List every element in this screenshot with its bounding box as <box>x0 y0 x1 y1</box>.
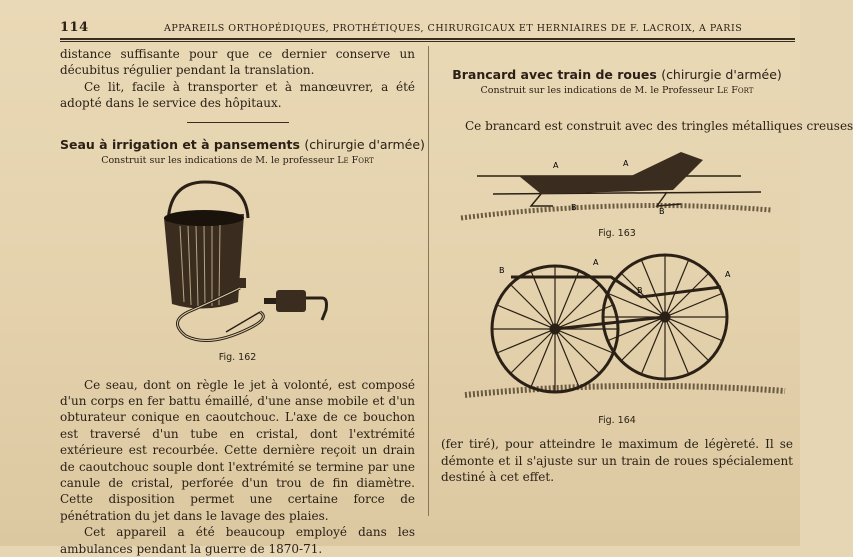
header-rule <box>60 38 795 40</box>
fig163-letter-a2: A <box>623 159 629 169</box>
fig164-letter-a1: A <box>593 258 599 268</box>
section-subtitle <box>441 85 793 96</box>
section-title-paren: (chirurgie d'armée) <box>304 136 425 152</box>
section-subtitle-name: Le Fort <box>337 154 374 166</box>
section-title-main: Brancard avec train de roues <box>452 67 657 82</box>
left-column <box>60 46 425 557</box>
section-title <box>60 136 425 152</box>
section-subtitle-text: Construit sur les indications de M. le professeur <box>101 154 335 166</box>
fig163-letter-a1: A <box>553 161 559 171</box>
section-separator <box>187 122 289 123</box>
section-title <box>441 67 793 82</box>
figure-164-caption: Fig. 164 <box>598 415 636 427</box>
fig164-letter-b2: B <box>637 286 643 296</box>
figure-162 <box>60 178 415 358</box>
figure-163-caption: Fig. 163 <box>598 228 636 240</box>
fig163-letter-b1: B <box>571 203 577 213</box>
section-heading-seau <box>60 136 425 166</box>
intro-paragraph-2: Ce lit, facile à transporter et à manœuvrer, a été adopté dans le service des hôpitaux. <box>60 79 415 111</box>
figure-164 <box>441 247 793 415</box>
header-rule-thin <box>60 41 795 42</box>
page-header <box>60 20 790 36</box>
body-paragraph: (fer tiré), pour atteindre le maximum de légèreté. Il se démonte et il s'ajuste sur un train de roues spécialement destiné à cet effet. <box>441 437 793 485</box>
section-subtitle <box>60 155 415 166</box>
stretcher-illustration <box>441 148 793 228</box>
running-title: APPAREILS ORTHOPÉDIQUES, PROTHÉTIQUES, CHIRURGICAUX ET HERNIAIRES DE F. LACROIX, A PARIS <box>164 23 743 34</box>
body-paragraph-1: Ce seau, dont on règle le jet à volonté, est composé d'un corps en fer battu émaillé, d'une anse mobile et d'un obturateur conique en caoutchouc. L'axe de ce bouchon est traversé d'un tube en cristal, dont l'extrémité extérieure est recourbée. Cette dernière reçoit un drain de caoutchouc souple dont l'extrémité se termine par une canule de cristal, perforée d'un trou de fin diamètre. Cette disposition permet une certaine force de pénétration du jet dans le lavage des plaies. <box>60 377 415 523</box>
fig164-letter-b1: B <box>499 266 505 276</box>
section-subtitle-text: Construit sur les indications de M. le Professeur <box>480 85 714 96</box>
section-title-paren: (chirurgie d'armée) <box>661 67 782 82</box>
section-heading-brancard <box>441 67 793 96</box>
page-number: 114 <box>60 20 89 35</box>
section-title-main: Seau à irrigation et à pansements <box>60 136 300 152</box>
intro-paragraph-1: distance suffisante pour que ce dernier conserve un décubitus régulier pendant la translation. <box>60 47 415 78</box>
right-column <box>441 46 853 486</box>
column-divider <box>428 46 429 516</box>
fig164-letter-a2: A <box>725 270 731 280</box>
section-subtitle-name: Le Fort <box>716 85 754 96</box>
figure-162-caption: Fig. 162 <box>218 351 257 363</box>
figure-163 <box>441 148 793 228</box>
bucket-illustration <box>60 178 415 358</box>
body-paragraph-2: Cet appareil a été beaucoup employé dans les ambulances pendant la guerre de 1870-71. <box>60 525 415 556</box>
fig163-letter-b2: B <box>659 207 665 217</box>
intro-paragraph: Ce brancard est construit avec des tringles métalliques creuses <box>465 119 853 133</box>
wheeled-train-illustration <box>441 247 793 415</box>
